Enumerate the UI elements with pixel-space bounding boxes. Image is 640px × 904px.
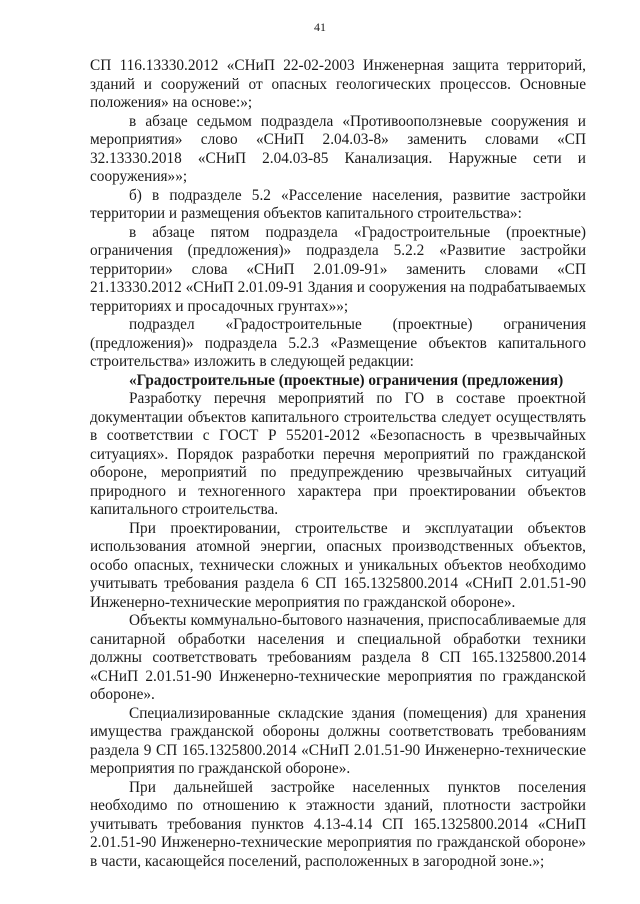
paragraph-communal-objects: Объекты коммунально-бытового назначения, приспосабливаемые для санитарной обработки населения и специальной обработки техники должны соответствовать требованиям раздела 8 СП 165.1325800.2014 «СНиП 2.01.51-90 Инженерно-технические мероприятия по гражданской обороне». — [90, 612, 586, 703]
paragraph-intro: СП 116.13330.2012 «СНиП 22-02-2003 Инженерная защита территорий, зданий и сооружений от опасных геологических процессов. Основные положения» на основе:»; — [90, 57, 586, 111]
paragraph-abzac-7: в абзаце седьмом подраздела «Противооползневые сооружения и мероприятия» слово «СНиП 2.04.03-8» заменить словами «СП 32.13330.2018 «СНиП 2.04.03-85 Канализация. Наружные сети и сооружения»»; — [90, 112, 586, 185]
paragraph-go-measures: Разработку перечня мероприятий по ГО в составе проектной документации объектов капитального строительства следует осуществлять в соответствии с ГОСТ Р 55201-2012 «Безопасность в чрезвычайных ситуациях». Порядок разработки перечня мероприятий по гражданской обороне, мероприятий по предупреждению чрезвычайных ситуаций природного и техногенного характера при проектировании объектов капитального строительства. — [90, 390, 586, 518]
paragraph-design-construction: При проектировании, строительстве и эксплуатации объектов использования атомной энергии, опасных производственных объектов, особо опасных, технически сложных и уникальных объектов необходимо учитывать требования раздела 6 СП 165.1325800.2014 «СНиП 2.01.51-90 Инженерно-технические мероприятия по гражданской обороне». — [90, 519, 586, 611]
paragraph-subsection-5-2-3: подраздел «Градостроительные (проектные) ограничения (предложения)» подраздела 5.2.3 «Размещение объектов капитального строительства» изложить в следующей редакции: — [90, 316, 586, 370]
paragraph-further-development: При дальнейшей застройке населенных пунктов поселения необходимо по отношению к этажности зданий, плотности застройки учитывать требования пунктов 4.13-4.14 СП 165.1325800.2014 «СНиП 2.01.51-90 Инженерно-технические мероприятия по гражданской обороне» в части, касающейся поселений, расположенных в загородной зоне.»; — [90, 778, 586, 870]
paragraph-storage-buildings: Специализированные складские здания (помещения) для хранения имущества гражданской обороны должны соответствовать требованиям раздела 9 СП 165.1325800.2014 «СНиП 2.01.51-90 Инженерно-технические мероприятия по гражданской обороне». — [90, 704, 586, 777]
section-heading: «Градостроительные (проектные) ограничения (предложения) — [129, 371, 564, 389]
paragraph-abzac-5: в абзаце пятом подраздела «Градостроительные (проектные) ограничения (предложения)» подраздела 5.2.2 «Развитие застройки территории» слова «СНиП 2.01.09-91» заменить словами «СП 21.13330.2012 «СНиП 2.01.09-91 Здания и сооружения на подрабатываемых территориях и просадочных грунтах»»; — [90, 223, 586, 315]
paragraph-section-5-2: б) в подразделе 5.2 «Расселение населения, развитие застройки территории и размещения объектов капитального строительства»: — [90, 186, 586, 222]
page-number: 41 — [314, 20, 326, 34]
document-body — [90, 57, 586, 871]
